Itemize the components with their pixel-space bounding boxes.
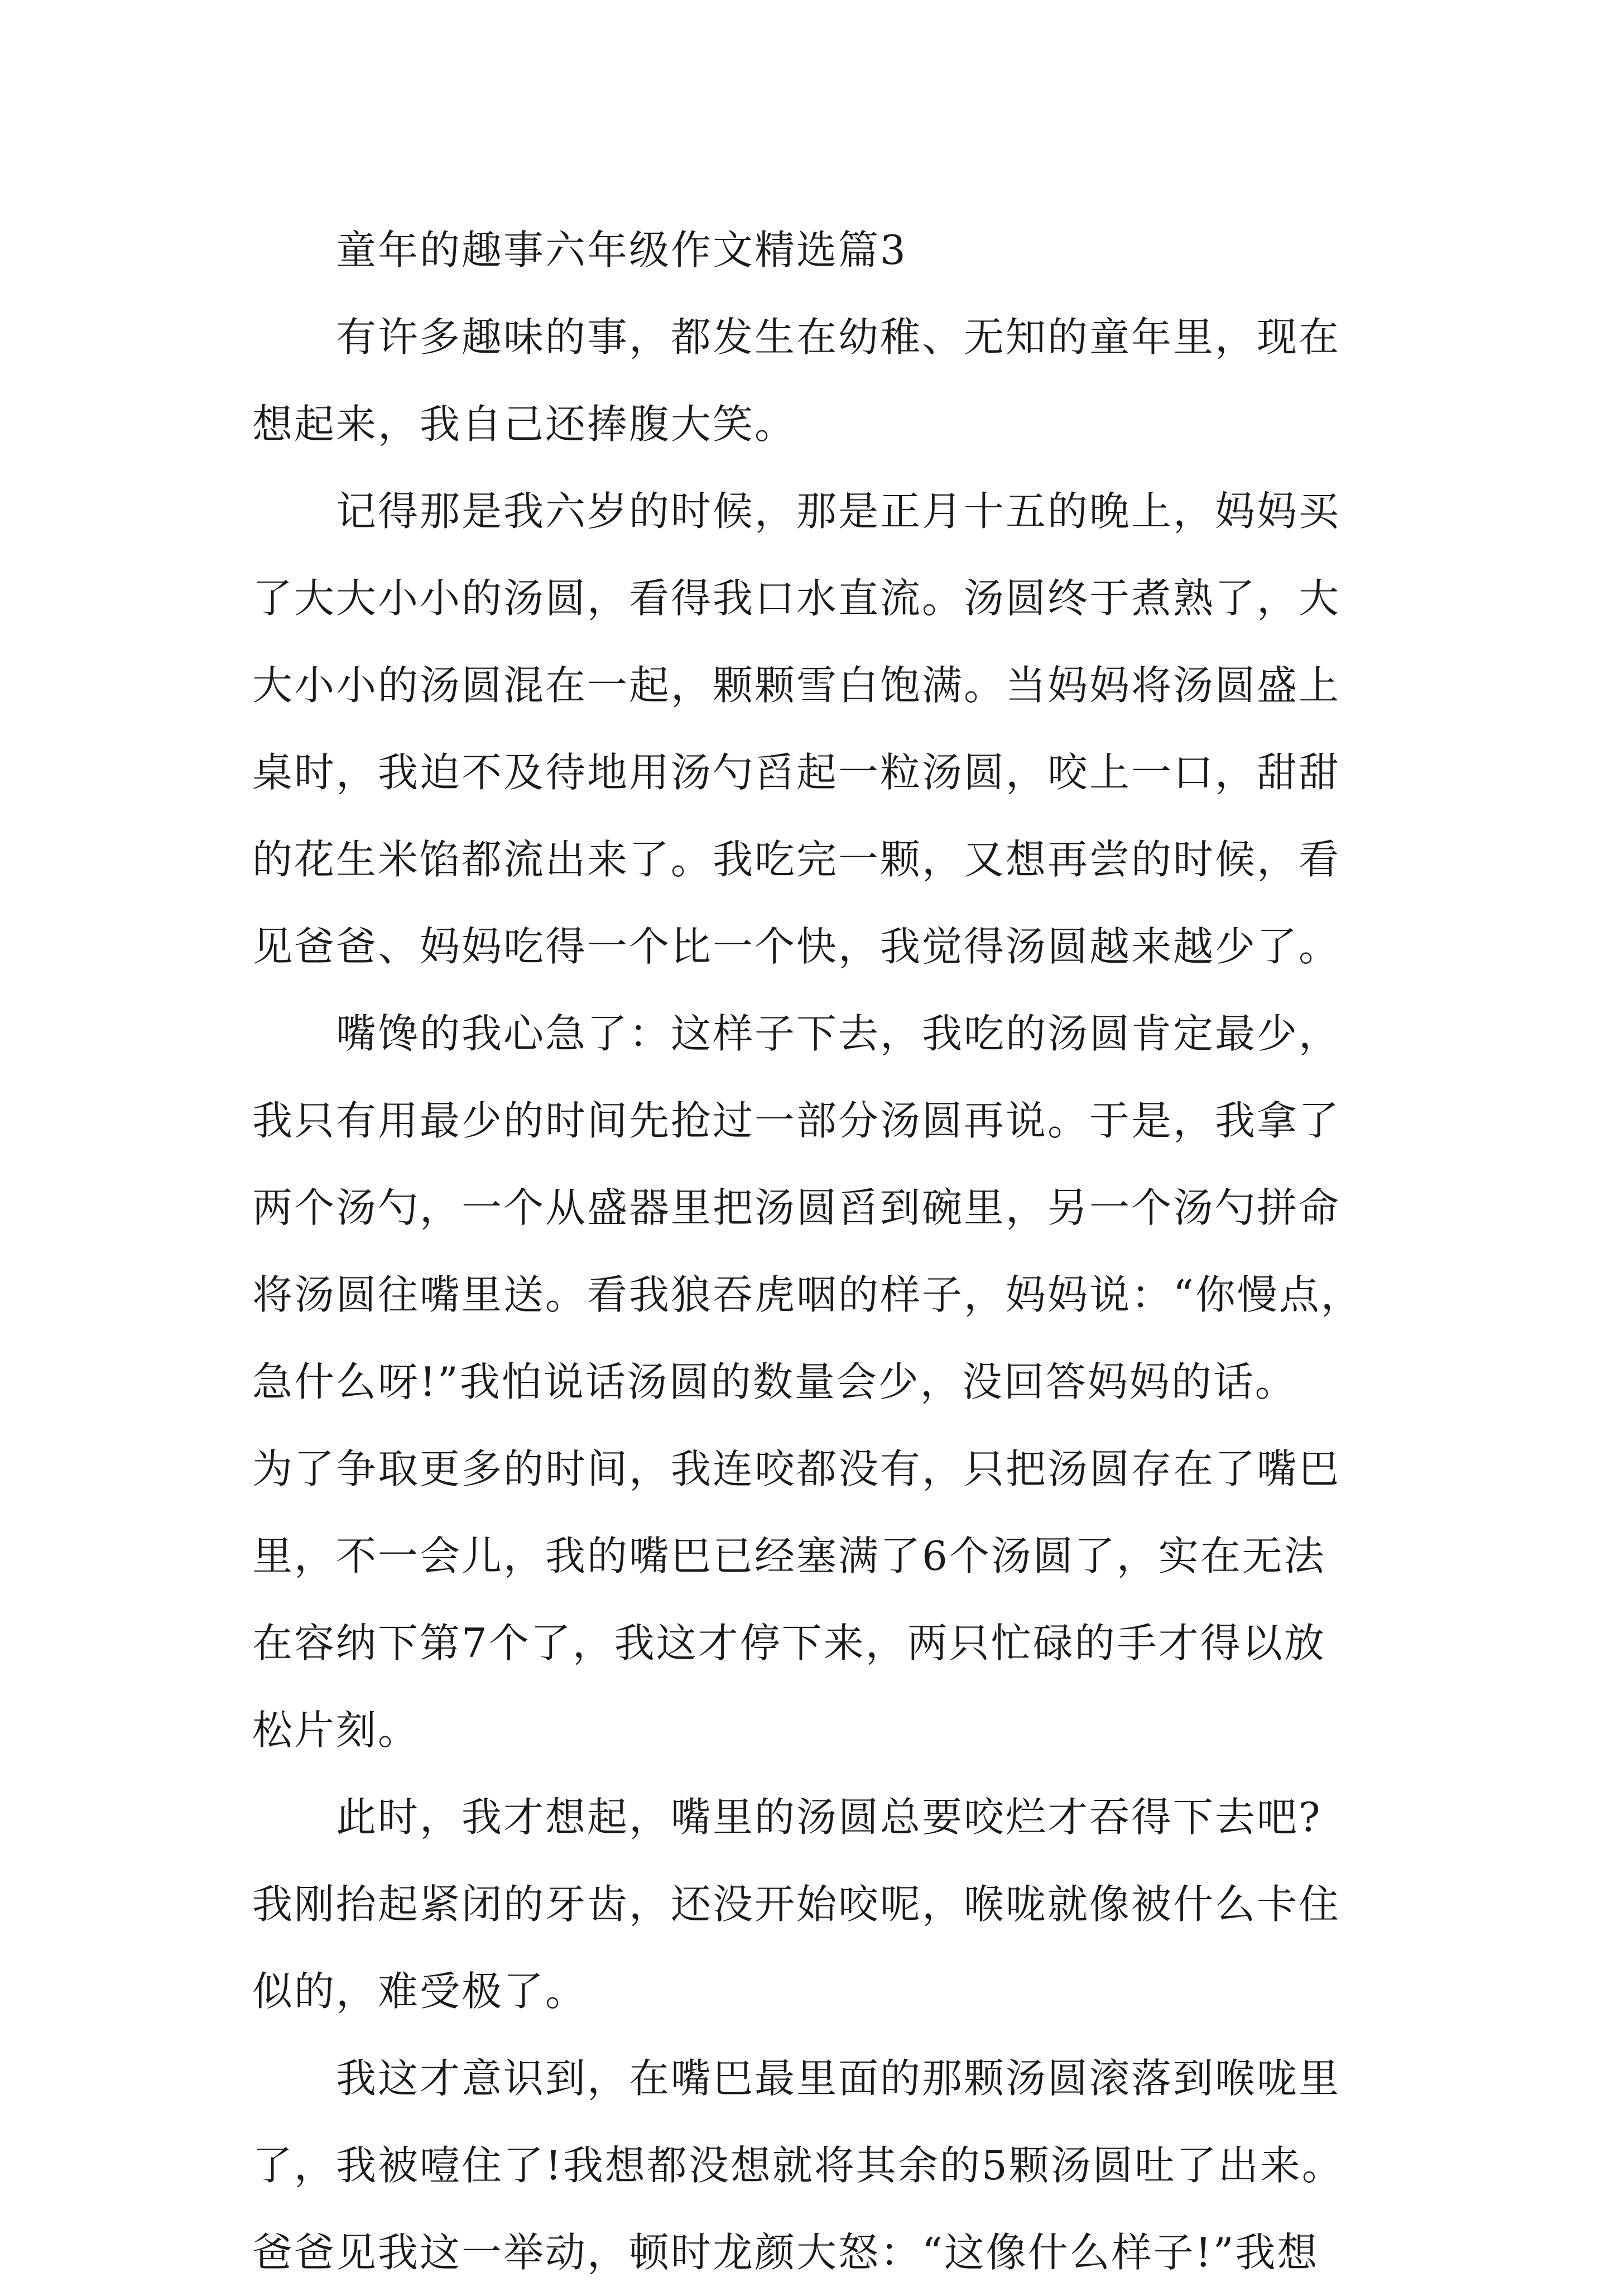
paragraph-2-line: 桌时，我迫不及待地用汤勺舀起一粒汤圆，咬上一口，甜甜 [252, 749, 1341, 796]
paragraph-3-line: 嘴馋的我心急了：这样子下去，我吃的汤圆肯定最少， [336, 1010, 1341, 1057]
paragraph-3-line: 在容纳下第7个了，我这才停下来，两只忙碌的手才得以放 [252, 1620, 1326, 1666]
paragraph-5-line: 爸爸见我这一举动，顿时龙颜大怒：“这像什么样子!”我想 [252, 2229, 1319, 2276]
paragraph-3-line: 两个汤勺，一个从盛器里把汤圆舀到碗里，另一个汤勺拼命 [252, 1184, 1341, 1231]
paragraph-4-line: 我刚抬起紧闭的牙齿，还没开始咬呢，喉咙就像被什么卡住 [252, 1881, 1341, 1928]
paragraph-2-line: 的花生米馅都流出来了。我吃完一颗，又想再尝的时候，看 [252, 836, 1341, 883]
paragraph-2-line: 了大大小小的汤圆，看得我口水直流。汤圆终于煮熟了，大 [252, 575, 1341, 622]
paragraph-4-line: 此时，我才想起，嘴里的汤圆总要咬烂才吞得下去吧? [336, 1794, 1322, 1841]
paragraph-2-line: 大小小的汤圆混在一起，颗颗雪白饱满。当妈妈将汤圆盛上 [252, 662, 1341, 709]
paragraph-2-line: 记得那是我六岁的时候，那是正月十五的晚上，妈妈买 [336, 488, 1341, 535]
paragraph-3-line: 将汤圆往嘴里送。看我狼吞虎咽的样子，妈妈说：“你慢点， [252, 1271, 1363, 1318]
paragraph-3-line: 松片刻。 [252, 1707, 420, 1754]
paragraph-3-line: 里，不一会儿，我的嘴巴已经塞满了6个汤圆了，实在无法 [252, 1533, 1326, 1579]
essay-title: 童年的趣事六年级作文精选篇3 [336, 227, 907, 273]
paragraph-3-line: 为了争取更多的时间，我连咬都没有，只把汤圆存在了嘴巴 [252, 1445, 1341, 1492]
paragraph-3-line: 我只有用最少的时间先抢过一部分汤圆再说。于是，我拿了 [252, 1097, 1341, 1144]
paragraph-4-line: 似的，难受极了。 [252, 1968, 588, 2015]
paragraph-1-line: 有许多趣味的事，都发生在幼稚、无知的童年里，现在 [336, 314, 1341, 361]
paragraph-2-line: 见爸爸、妈妈吃得一个比一个快，我觉得汤圆越来越少了。 [252, 923, 1341, 970]
paragraph-1-line: 想起来，我自己还捧腹大笑。 [252, 401, 797, 448]
paragraph-5-line: 我这才意识到，在嘴巴最里面的那颗汤圆滚落到喉咙里 [336, 2055, 1341, 2102]
essay-body [252, 206, 1380, 2296]
paragraph-5-line: 了，我被噎住了!我想都没想就将其余的5颗汤圆吐了出来。 [252, 2142, 1344, 2189]
paragraph-3-line: 急什么呀!”我怕说话汤圆的数量会少，没回答妈妈的话。 [252, 1358, 1297, 1405]
